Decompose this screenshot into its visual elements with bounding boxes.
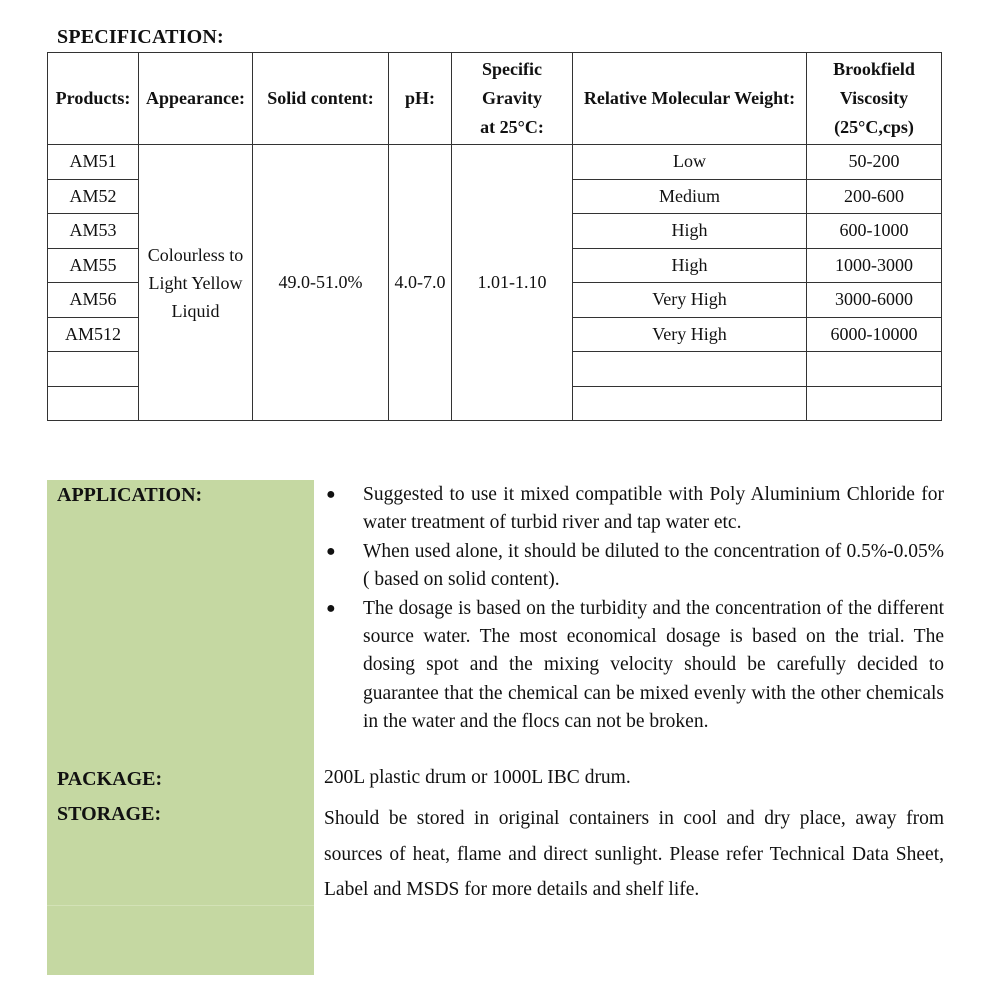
bullet-icon: ● (326, 542, 336, 560)
header-viscosity-line-3: (25°C,cps) (834, 117, 914, 137)
molecular-weight-cell: Low (573, 145, 807, 180)
specification-table (47, 52, 942, 421)
molecular-weight-cell: Medium (573, 179, 807, 214)
viscosity-cell: 3000-6000 (807, 283, 942, 318)
product-cell (48, 386, 139, 421)
bullet-icon: ● (326, 486, 336, 503)
storage-label: STORAGE: (57, 803, 162, 825)
viscosity-cell (807, 352, 942, 387)
product-cell: AM56 (48, 283, 139, 318)
header-specific-gravity-line-2: Gravity (482, 88, 542, 108)
molecular-weight-cell: Very High (573, 283, 807, 318)
molecular-weight-cell (573, 386, 807, 421)
viscosity-cell: 200-600 (807, 179, 942, 214)
table-row (48, 145, 942, 180)
specific-gravity-cell: 1.01-1.10 (452, 145, 573, 421)
package-label: PACKAGE: (57, 768, 163, 790)
storage-text: Should be stored in original containers in cool and dry place, away from sources of heat, flame and direct sunlight. Please refer Technical Data Sheet, Label and MSDS for more details and shelf life. (324, 808, 944, 900)
header-ph: pH: (389, 53, 452, 145)
header-viscosity-line-2: Viscosity (839, 88, 909, 108)
application-bullet-list (324, 481, 944, 737)
solid-content-cell: 49.0-51.0% (253, 145, 389, 421)
product-cell: AM53 (48, 214, 139, 249)
list-item (324, 481, 944, 538)
appearance-line-3: Liquid (171, 300, 220, 321)
header-molecular-weight: Relative Molecular Weight: (573, 53, 807, 145)
product-cell (48, 352, 139, 387)
package-text: 200L plastic drum or 1000L IBC drum. (324, 767, 631, 788)
product-cell: AM52 (48, 179, 139, 214)
application-bullet-text: When used alone, it should be diluted to the concentration of 0.5%-0.05%( based on solid content). (363, 540, 944, 591)
header-appearance: Appearance: (139, 53, 253, 145)
list-item (324, 538, 944, 595)
ph-cell: 4.0-7.0 (389, 145, 452, 421)
appearance-cell (139, 145, 253, 421)
product-cell: AM55 (48, 248, 139, 283)
viscosity-cell: 1000-3000 (807, 248, 942, 283)
viscosity-cell: 600-1000 (807, 214, 942, 249)
viscosity-cell: 6000-10000 (807, 317, 942, 352)
table-header-row (48, 53, 942, 145)
appearance-line-2: Light Yellow (148, 272, 243, 293)
viscosity-cell: 50-200 (807, 145, 942, 180)
application-bullet-text: Suggested to use it mixed compatible with Poly Aluminium Chloride for water treatment of turbid river and tap water etc. (363, 484, 944, 534)
header-specific-gravity-line-1: Specific (482, 59, 542, 79)
product-cell: AM51 (48, 145, 139, 180)
header-specific-gravity (452, 53, 573, 145)
header-specific-gravity-line-3: at 25°C: (480, 117, 544, 137)
application-label: APPLICATION: (57, 484, 203, 506)
product-cell: AM512 (48, 317, 139, 352)
appearance-line-1: Colourless to (147, 244, 244, 265)
molecular-weight-cell: High (573, 214, 807, 249)
application-bullet-text: The dosage is based on the turbidity and the concentration of the different source water. The most economical dosage is based on the trial. The dosing spot and the mixing velocity should be carefully decided to guarantee that the chemical can be mixed evenly with the other chemicals in the water and the flocs can not be broken. (363, 597, 944, 733)
molecular-weight-cell (573, 352, 807, 387)
panel-divider (47, 905, 314, 906)
label-column-panel (47, 480, 314, 975)
list-item (324, 595, 944, 737)
molecular-weight-cell: High (573, 248, 807, 283)
specification-title: SPECIFICATION: (57, 26, 224, 48)
molecular-weight-cell: Very High (573, 317, 807, 352)
bullet-icon: ● (326, 599, 336, 617)
viscosity-cell (807, 386, 942, 421)
header-products: Products: (48, 53, 139, 145)
header-viscosity (807, 53, 942, 145)
header-viscosity-line-1: Brookfield (833, 59, 915, 79)
header-solid-content: Solid content: (253, 53, 389, 145)
